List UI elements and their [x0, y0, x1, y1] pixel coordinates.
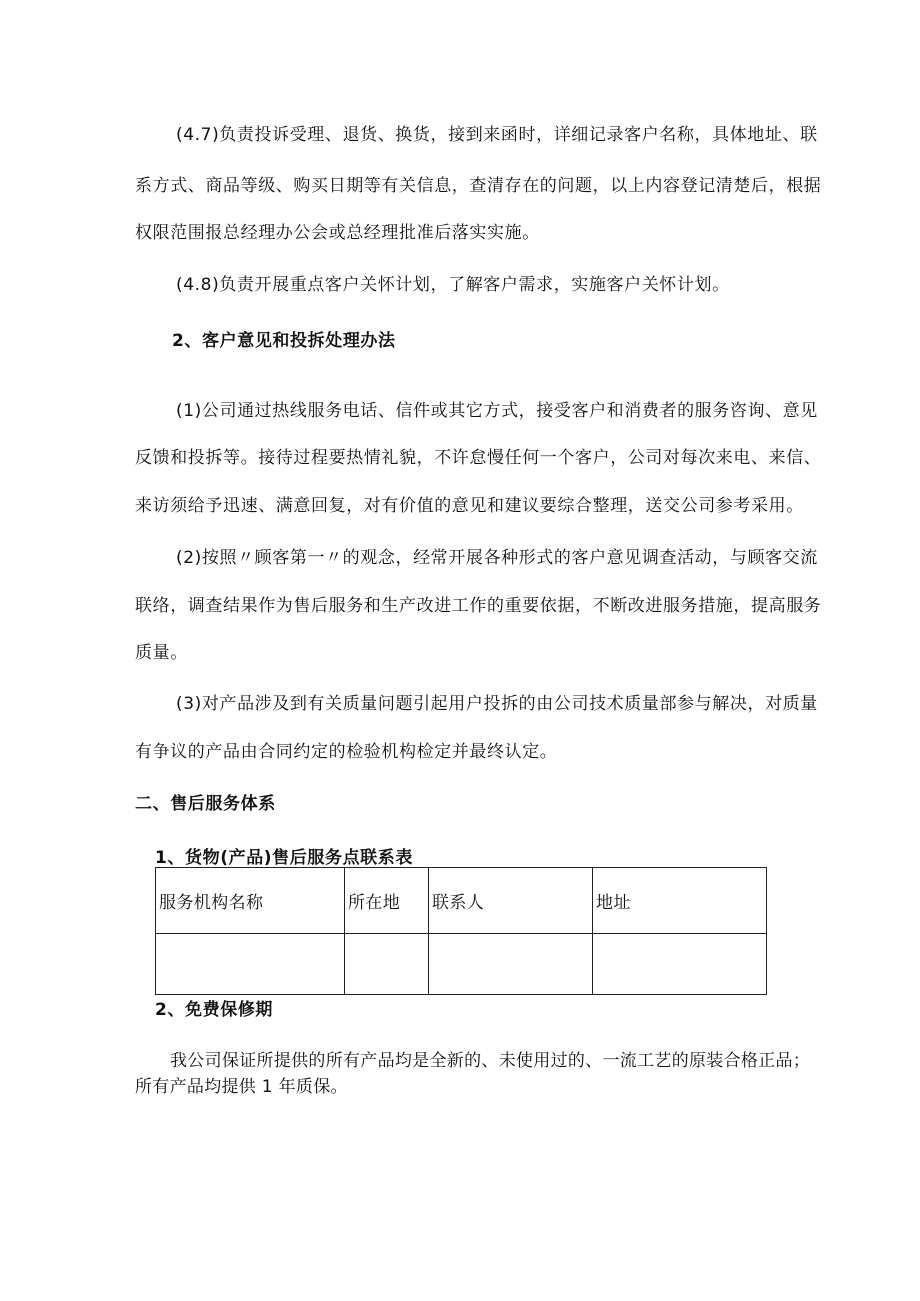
paragraph-2-line-3: 质量。 — [135, 643, 188, 663]
table-cell — [429, 934, 593, 995]
warranty-line-1: 我公司保证所提供的所有产品均是全新的、未使用过的、一流工艺的原装合格正品； — [170, 1051, 811, 1071]
table-cell — [345, 934, 429, 995]
table-cell — [156, 934, 345, 995]
paragraph-3-line-1: (3)对产品涉及到有关质量问题引起用户投拆的由公司技术质量部参与解决，对质量 — [176, 694, 818, 714]
heading-complaint-handling: 2、客户意见和投拆处理办法 — [172, 331, 396, 351]
column-header-location: 所在地 — [345, 868, 429, 934]
column-header-address: 地址 — [593, 868, 767, 934]
paragraph-1-line-3: 来访须给予迅速、满意回复，对有价值的意见和建议要综合整理，送交公司参考采用。 — [135, 496, 804, 516]
paragraph-3-line-2: 有争议的产品由合同约定的检验机构检定并最终认定。 — [135, 742, 558, 762]
paragraph-2-line-1: (2)按照〃顾客第一〃的观念，经常开展各种形式的客户意见调查活动，与顾客交流 — [176, 548, 818, 568]
heading-free-warranty: 2、免费保修期 — [155, 1000, 274, 1020]
paragraph-1-line-2: 反馈和投拆等。接待过程要热情礼貌，不许怠慢任何一个客户，公司对每次来电、来信、 — [135, 448, 822, 468]
paragraph-1-line-1: (1)公司通过热线服务电话、信件或其它方式，接受客户和消费者的服务咨询、意见 — [176, 401, 818, 421]
table-cell — [593, 934, 767, 995]
paragraph-4-7-line-2: 系方式、商品等级、购买日期等有关信息，查清存在的问题，以上内容登记清楚后，根据 — [135, 176, 822, 196]
warranty-line-2: 所有产品均提供 1 年质保。 — [135, 1077, 348, 1097]
table-row — [156, 934, 767, 995]
service-point-table — [155, 867, 767, 995]
section-heading-after-sales-system: 二、售后服务体系 — [135, 794, 276, 814]
column-header-org-name: 服务机构名称 — [156, 868, 345, 934]
column-header-contact: 联系人 — [429, 868, 593, 934]
paragraph-4-8: (4.8)负责开展重点客户关怀计划，了解客户需求，实施客户关怀计划。 — [176, 275, 730, 295]
paragraph-4-7-line-3: 权限范围报总经理办公会或总经理批准后落实实施。 — [135, 223, 540, 243]
paragraph-4-7-line-1: (4.7)负责投诉受理、退货、换货，接到来函时，详细记录客户名称，具体地址、联 — [176, 125, 818, 145]
paragraph-2-line-2: 联络，调查结果作为售后服务和生产改进工作的重要依据，不断改进服务措施，提高服务 — [135, 596, 822, 616]
table-header-row — [156, 868, 767, 934]
heading-contact-table: 1、货物(产品)售后服务点联系表 — [155, 848, 413, 868]
